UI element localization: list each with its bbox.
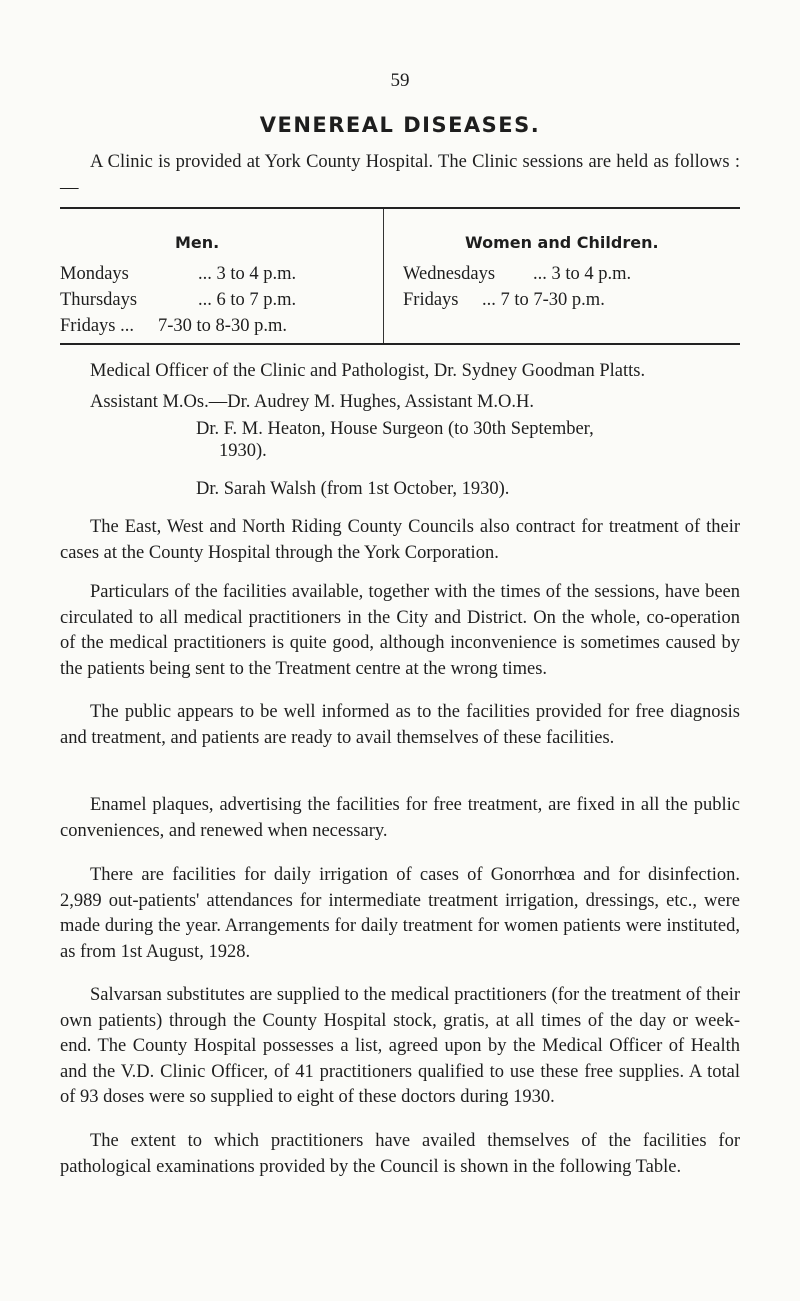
body-paragraph: Enamel plaques, advertising the facilities for free treatment, are fixed in all the public conveniences, and renewed when necessary. [60,795,740,841]
men-row-time: ... 6 to 7 p.m. [198,290,297,310]
men-row-time: 7-30 to 8-30 p.m. [158,316,287,336]
men-row-day: Mondays [60,264,129,284]
column-divider [383,209,384,343]
men-row-time: ... 3 to 4 p.m. [198,264,297,284]
body-paragraph: The public appears to be well informed as to the facilities provided for free diagnosis and treatment, and patients are ready to avail themselves of these facilities. [60,702,740,748]
body-paragraph: Salvarsan substitutes are supplied to the medical practitioners (for the treatment of their own patients) through the County Hospital stock, gratis, at all times of the day or week-end. The County Hospital possesses a list, agreed upon by the Medical Officer of Health and the V.D. Clinic Officer, of 41 practitioners qualified to use these free supplies. A total of 93 doses were so supplied to eight of these doctors during 1930. [60,985,740,1107]
medical-officer-line: Medical Officer of the Clinic and Pathologist, Dr. Sydney Goodman Platts. [90,361,646,381]
men-row-day: Fridays ... [60,316,134,336]
women-row-time: ... 3 to 4 p.m. [533,264,632,284]
women-column-header: Women and Children. [465,233,659,252]
men-row-day: Thursdays [60,290,138,310]
assistant-line: 1930). [219,441,267,461]
body-paragraph: There are facilities for daily irrigation of cases of Gonorrhœa and for disinfection. 2,989 out-patients' attendances for intermediate treatment irrigation, dressings, etc., were made during the year. Arrangements for daily treatment for women patients were instituted, as from 1st August, 1928. [60,865,740,962]
body-paragraph: Particulars of the facilities available, together with the times of the sessions, have been circulated to all medical practitioners in the City and District. On the whole, co-operation of the medical practitioners is quite good, although inconvenience is sometimes caused by the patients being sent to the Treatment centre at the wrong times. [60,582,740,679]
assistant-line: Dr. Sarah Walsh (from 1st October, 1930). [196,479,510,499]
clinic-sessions-table [60,207,740,345]
body-paragraph: The East, West and North Riding County Councils also contract for treatment of their cases at the County Hospital through the York Corporation. [60,517,740,563]
women-row-day: Wednesdays [403,264,496,284]
body-paragraph: The extent to which practitioners have availed themselves of the facilities for pathological examinations provided by the Council is shown in the following Table. [60,1131,740,1177]
page-number: 59 [390,70,410,91]
men-column-header: Men. [175,233,220,252]
assistant-line: Assistant M.Os.—Dr. Audrey M. Hughes, Assistant M.O.H. [90,392,535,412]
women-row-day: Fridays [403,290,459,310]
intro-paragraph: A Clinic is provided at York County Hospital. The Clinic sessions are held as follows :— [60,152,740,198]
women-row-time: ... 7 to 7-30 p.m. [482,290,605,310]
page-title: VENEREAL DISEASES. [259,113,541,137]
assistant-line: Dr. F. M. Heaton, House Surgeon (to 30th September, [196,419,594,439]
